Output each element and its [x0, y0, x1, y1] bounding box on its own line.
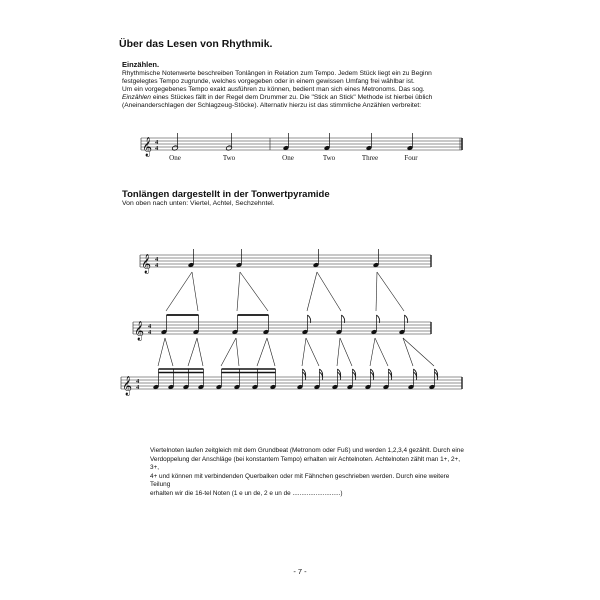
pyramid-line: [337, 338, 340, 366]
count-label: Four: [404, 154, 418, 162]
para-line: (Aneinanderschlagen der Schlagzeug-Stöcke). Alternativ hierzu ist das stimmliche Anzählen verbreitet:: [122, 102, 422, 110]
pyramid-line: [376, 272, 377, 311]
section-subtitle-pyramid: Von oben nach unten: Viertel, Achtel, Sechzehntel.: [122, 200, 275, 207]
time-signature-bottom: 4: [155, 145, 159, 152]
staff-count-in: [141, 138, 462, 150]
treble-clef-icon: 𝄞: [134, 321, 145, 341]
pyramid-line: [240, 272, 268, 311]
time-signature-bottom: 4: [136, 384, 140, 391]
para-line: 4+ und können mit verbindenden Querbalken oder mit Fähnchen geschrieben werden. Durch eine weitere Teilung: [150, 472, 450, 489]
pyramid-line: [192, 272, 198, 311]
time-signature-bottom: 4: [155, 262, 159, 269]
time-signature-top: 4: [155, 256, 159, 263]
pyramid-line: [375, 338, 388, 366]
pyramid-line: [340, 338, 352, 366]
pyramid-line: [165, 338, 173, 366]
section-title-rhythm: Über das Lesen von Rhythmik.: [119, 38, 273, 50]
explanation-paragraph: [150, 447, 470, 499]
para-line: Verdoppelung der Anschläge (bei konstantem Tempo) erhalten wir Achtelnoten. Achtelnoten zählt man 1+, 2+, 3+,: [150, 455, 461, 472]
pyramid-line: [257, 338, 267, 366]
pyramid-line: [236, 338, 239, 366]
count-label: One: [282, 154, 294, 162]
para-line: festgelegtes Tempo zugrunde, welches vorgegeben oder in einem gewissen Umfang frei wählbar ist.: [122, 78, 415, 86]
staff-quarter-notes: [140, 255, 431, 267]
pyramid-line: [267, 338, 275, 366]
pyramid-line: [317, 272, 341, 311]
para-line: Einzählen eines Stückes fällt in der Regel dem Drummer zu. Die "Stick an Stick" Methode ist hierbei üblich: [122, 94, 433, 102]
pyramid-line: [221, 338, 236, 366]
count-label: Two: [222, 154, 236, 162]
para-line: Rhythmische Notenwerte beschreiben Tonlängen in Relation zum Tempo. Jedem Stück liegt ein zu Beginn: [122, 70, 432, 77]
time-signature-top: 4: [155, 139, 159, 146]
pyramid-line: [158, 338, 165, 366]
section-subtitle-count-in: Einzählen.: [122, 60, 160, 69]
treble-clef-icon: 𝄞: [122, 376, 133, 396]
pyramid-notes: [153, 249, 438, 390]
pyramid-line: [306, 338, 319, 366]
treble-clef-icon: 𝄞: [142, 137, 153, 157]
page-number: - 7 -: [293, 567, 307, 576]
pyramid-line: [403, 338, 434, 366]
italic-term: Einzählen: [122, 94, 151, 102]
pyramid-line: [377, 272, 404, 311]
count-in-notes: [172, 133, 414, 151]
count-label: Three: [361, 154, 379, 162]
pyramid-line: [370, 338, 375, 366]
pyramid-line: [307, 272, 317, 311]
time-signature-bottom: 4: [148, 329, 152, 336]
count-labels: [169, 154, 418, 162]
treble-clef-icon: 𝄞: [141, 254, 152, 274]
para-line: Viertelnoten laufen zeitgleich mit dem Grundbeat (Metronom oder Fuß) und werden 1,2,3,4 gezählt. Durch eine: [150, 447, 464, 454]
pyramid-line: [188, 338, 197, 366]
para-line: Um ein vorgegebenes Tempo exakt ausführen zu können, bedient man sich eines Metronoms. Das sog.: [122, 86, 425, 94]
pyramid-line: [197, 338, 203, 366]
pyramid-line: [302, 338, 306, 366]
pyramid-line: [166, 272, 192, 311]
section-title-pyramid: Tonlängen dargestellt in der Tonwertpyramide: [122, 189, 330, 200]
time-signature-top: 4: [136, 378, 140, 385]
count-label: One: [169, 154, 181, 162]
pyramid-line: [237, 272, 240, 311]
staff-eighth-notes: [133, 322, 431, 334]
time-signature-top: 4: [148, 323, 152, 330]
count-label: Two: [322, 154, 336, 162]
para-line: erhalten wir die 16-tel Noten (1 e un de, 2 e un de ...........................): [150, 489, 343, 497]
